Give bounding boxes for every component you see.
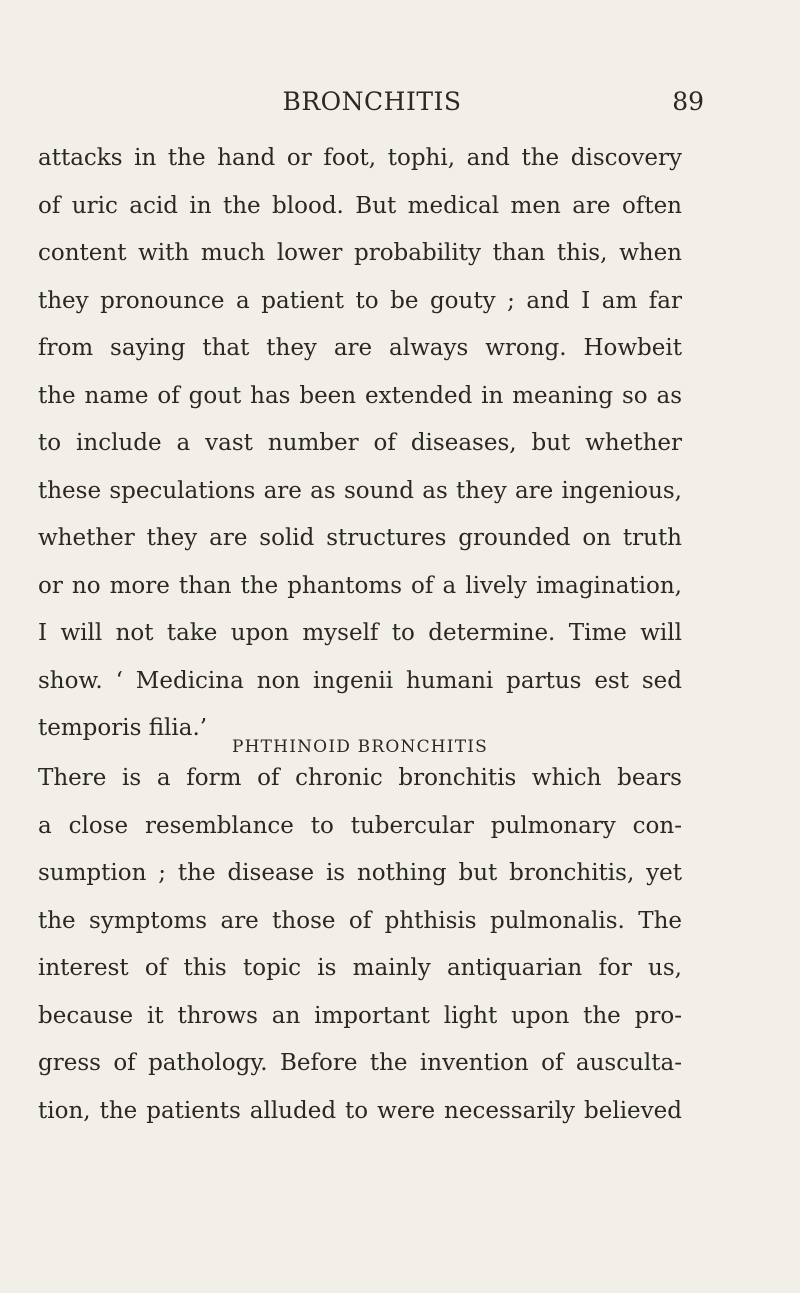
- text-line: they pronounce a patient to be gouty ; and I am far: [38, 287, 682, 314]
- text-line: sumption ; the disease is nothing but bronchitis, yet: [38, 860, 682, 886]
- text-line: of uric acid in the blood. But medical men are often: [38, 192, 682, 219]
- text-line: from saying that they are always wrong. Howbeit: [38, 335, 682, 361]
- running-head: [40, 82, 704, 122]
- text-line: whether they are solid structures grounded on truth: [38, 525, 682, 551]
- text-line: gress of pathology. Before the invention of ausculta-: [38, 1050, 682, 1076]
- running-title: BRONCHITIS: [282, 87, 462, 116]
- paragraph-phthinoid-bronchitis: [38, 755, 682, 1135]
- text-line: show. ‘ Medicina non ingenii humani partus est sed: [38, 667, 682, 694]
- text-line: the symptoms are those of phthisis pulmonalis. The: [38, 907, 682, 934]
- text-line: temporis filia.’: [38, 715, 208, 741]
- paragraph-gout: [38, 135, 682, 753]
- text-line: tion, the patients alluded to were necessarily believed: [38, 1097, 682, 1124]
- text-line: because it throws an important light upon the pro-: [38, 1002, 682, 1029]
- text-line: I will not take upon myself to determine. Time will: [38, 620, 682, 646]
- text-line: content with much lower probability than this, when: [38, 240, 682, 266]
- text-line: attacks in the hand or foot, tophi, and the discovery: [38, 145, 682, 171]
- text-line: or no more than the phantoms of a lively imagination,: [38, 572, 682, 599]
- text-line: There is a form of chronic bronchitis which bears: [38, 765, 682, 791]
- text-line: the name of gout has been extended in meaning so as: [38, 382, 682, 409]
- text-line: to include a vast number of diseases, but whether: [38, 430, 682, 456]
- text-line: interest of this topic is mainly antiquarian for us,: [38, 955, 682, 981]
- text-line: a close resemblance to tubercular pulmonary con-: [38, 812, 682, 839]
- text-line: these speculations are as sound as they are ingenious,: [38, 477, 682, 504]
- section-heading: PHTHINOID BRONCHITIS: [231, 737, 489, 757]
- page-number: 89: [672, 87, 704, 116]
